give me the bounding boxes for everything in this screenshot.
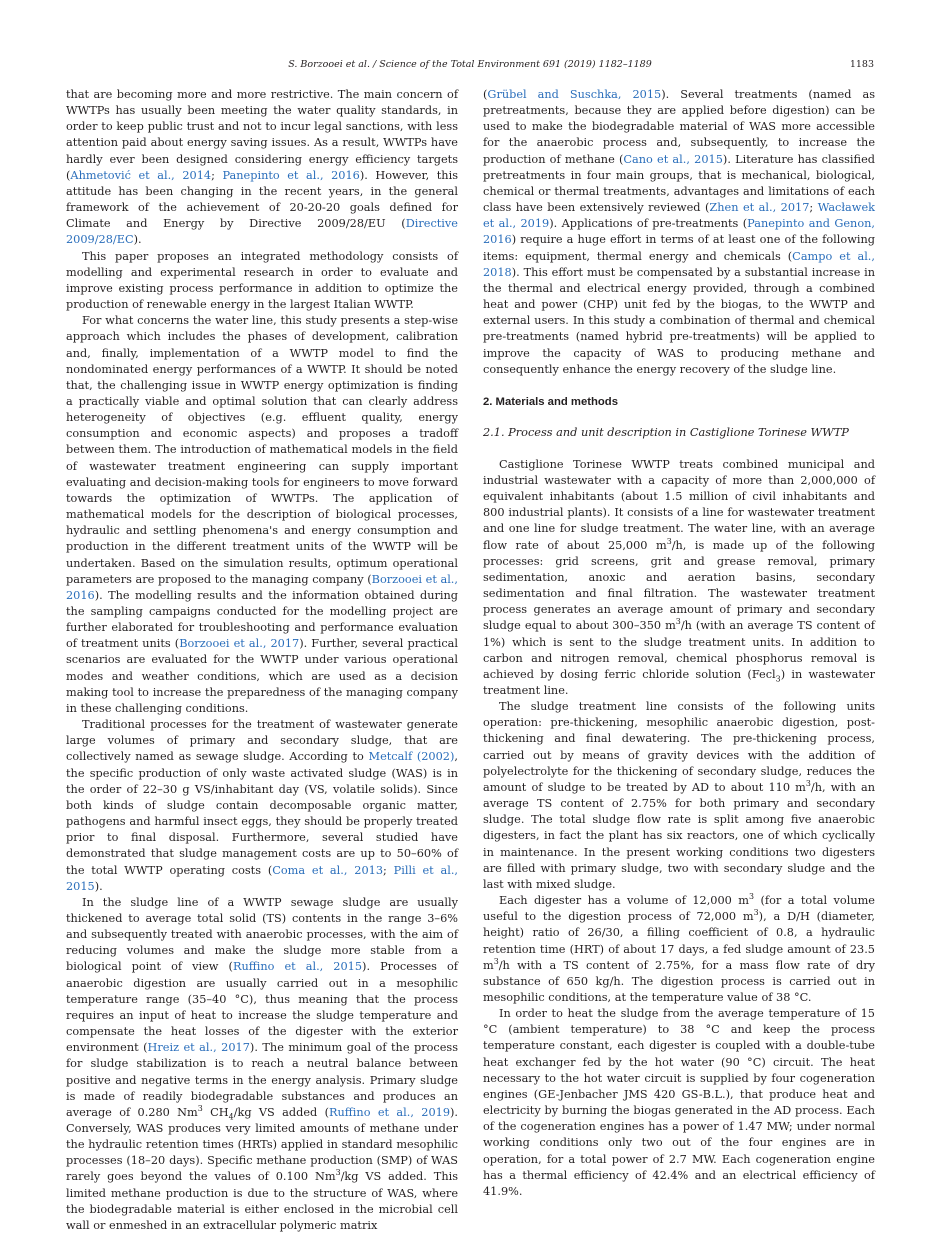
citation-link[interactable]: Wacławek et al., 2019 xyxy=(483,201,875,231)
running-head: S. Borzooei et al. / Science of the Total Environment 691 (2019) 1182–1189 xyxy=(288,59,652,70)
paragraph: Castiglione Torinese WWTP treats combined municipal and industrial wastewater with a capacity of more than 2,000,000 of equivalent inhabitants (about 1.5 million of civil inhabitants and 800 industrial plants). It consists of a line for wastewater treatment and one line for sludge treatment. The water line, with an average flow rate of about 25,000 $m^3/h$, is made up of the following processes: grid screens, grit and grease removal, primary sedimentation, anoxic and aeration basins, secondary sedimentation and final filtration. The wastewater treatment process generates an average amount of primary and secondary sludge equal to about 300–350 $m^3/h$ (with an average TS content of 1%) which is sent to the sludge treatment units. In addition to carbon and nitrogen removal, chemical phosphorus removal is achieved by dosing ferric chloride solution (Fecl$_3$) in wastewater treatment line. xyxy=(483,457,876,697)
citation-link[interactable]: Ruffino et al., 2019 xyxy=(329,1105,451,1119)
left-column xyxy=(66,87,458,1234)
citation-link[interactable]: Campo et al., 2018 xyxy=(483,249,875,279)
citation-link[interactable]: Cano et al., 2015 xyxy=(623,152,723,166)
citation-link[interactable]: Panepinto et al., 2016 xyxy=(222,168,360,182)
citation-link[interactable]: Ruffino et al., 2015 xyxy=(232,960,363,974)
right-column xyxy=(483,87,875,1200)
citation-link[interactable]: Borzooei et al., 2017 xyxy=(179,637,300,651)
citation-link[interactable]: Panepinto and Genon, 2016 xyxy=(483,217,875,247)
paragraph: In order to heat the sludge from the average temperature of 15 °C (ambient temperature) to 38 °C and keep the process temperature constant, each digester is coupled with a double-tube heat exchanger fed by the hot water (90 °C) circuit. The heat necessary to the hot water circuit is supplied by four cogeneration engines (GE-Jenbacher JMS 420 GS-B.L.), that produce heat and electricity by burning the biogas generated in the AD process. Each of the cogeneration engines has a power of 1.47 MW; under normal working conditions only two out of the four engines are in operation, for a total power of 2.7 MW. Each cogeneration engine has a thermal efficiency of 42.4% and an electrical efficiency of 41.9%. xyxy=(483,1007,875,1198)
citation-link[interactable]: Borzooei et al., 2016 xyxy=(66,572,458,602)
paragraph: Each digester has a volume of 12,000 $m^3$ (for a total volume useful to the digestion process of 72,000 $m^3$), a D/H (diameter, height) ratio of 26/30, a filling coefficient of 0.8, a hydraulic retention time (HRT) of about 17 days, a fed sludge amount of 23.5 $m^3/h$ with a TS content of 2.75%, for a mass flow rate of dry substance of 650 kg/h. The digestion process is carried out in mesophilic conditions, at the temperature value of 38 °C. xyxy=(483,892,875,1004)
paragraph: (Grübel and Suschka, 2015). Several treatments (named as pretreatments, because they are applied before digestion) can be used to make the biodegradable material of WAS more accessible for the anaerobic process and, subsequently, to increase the production of methane (Cano et al., 2015). Literature has classified pretreatments in four main groups, that is mechanical, biological, chemical or thermal treatments, advantages and limitations of each class have been extensively reviewed (Zhen et al., 2017; Wacławek et al., 2019). Applications of pre-treatments (Panepinto and Genon, 2016) require a huge effort in terms of at least one of the following items: equipment, thermal energy and chemicals (Campo et al., 2018). This effort must be compensated by a substantial increase in the thermal and electrical energy provided, through a combined heat and power (CHP) unit fed by the biogas, to the WWTP and external users. In this study a combination of thermal and chemical pre-treatments (named hybrid pre-treatments) will be applied to improve the capacity of WAS to producing methane and consequently enhance the energy recovery of the sludge line. xyxy=(483,88,875,376)
citation-link[interactable]: Directive 2009/28/EC xyxy=(66,217,458,247)
paragraph: This paper proposes an integrated methodology consists of modelling and experimental research in order to evaluate and improve existing process performance in addition to optimize the production of renewable energy in the largest Italian WWTP. xyxy=(66,249,458,312)
paragraph: For what concerns the water line, this study presents a step-wise approach which includes the phases of development, calibration and, finally, implementation of a WWTP model to find the nondominated energy performances of a WWTP. It should be noted that, the challenging issue in WWTP energy optimization is finding a practically viable and optimal solution that can clearly address heterogeneity of objectives (e.g. effluent quality, energy consumption and economic aspects) and proposes a tradoff between them. The introduction of mathematical models in the field of wastewater treatment engineering can supply important evaluating and decision-making tools for engineers to move forward towards the optimization of WWTPs. The application of mathematical models for the description of biological processes, hydraulic and settling phenomena's and energy consumption and production in the different treatment units of the WWTP will be undertaken. Based on the simulation results, optimum operational parameters are proposed to the managing company (Borzooei et al., 2016). The modelling results and the information obtained during the sampling campaigns conducted for the modelling project are further elaborated for troubleshooting and performance evaluation of treatment units (Borzooei et al., 2017). Further, several practical scenarios are evaluated for the WWTP under various operational modes and weather conditions, which are used as a decision making tool to increase the preparedness of the managing company in these challenging conditions. xyxy=(66,314,458,715)
paragraph: The sludge treatment line consists of the following units operation: pre-thickening, mesophilic anaerobic digestion, post-thickening and final dewatering. The pre-thickening process, carried out by means of gravity devices with the addition of polyelectrolyte for the thickening of secondary sludge, reduces the amount of sludge to be treated by AD to about 110 $m^3/h$, with an average TS content of 2.75% for both primary and secondary sludge. The total sludge flow rate is split among five anaerobic digesters, in fact the plant has six reactors, one of which cyclically in maintenance. In the present working conditions two digesters are filled with primary sludge, two with secondary sludge and the last with mixed sludge. xyxy=(483,700,875,891)
citation-link[interactable]: Pilli et al., 2015 xyxy=(66,863,459,893)
citation-link[interactable]: Hreiz et al., 2017 xyxy=(147,1041,250,1055)
citation-link[interactable]: Zhen et al., 2017 xyxy=(709,201,810,215)
citation-link[interactable]: Ahmetović et al., 2014 xyxy=(70,168,212,182)
page-number: 1183 xyxy=(849,59,874,70)
paragraph: that are becoming more and more restrictive. The main concern of WWTPs has usually been meeting the water quality standards, in order to keep public trust and not to incur legal sanctions, with less attention paid about energy saving issues. As a result, WWTPs have hardly ever been designed considering energy efficiency targets (Ahmetović et al., 2014; Panepinto et al., 2016). However, this attitude has been changing in the recent years, in the general framework of the achievement of 20-20-20 goals defined for Climate and Energy by Directive 2009/28/EU (Directive 2009/28/EC). xyxy=(66,88,458,247)
subsection-title: 2.1. Process and unit description in Castiglione Torinese WWTP xyxy=(483,425,849,439)
citation-link[interactable]: Metcalf (2002) xyxy=(368,750,455,764)
section-title: 2. Materials and methods xyxy=(483,395,618,408)
citation-link[interactable]: Grübel and Suschka, 2015 xyxy=(487,88,662,101)
paragraph: Traditional processes for the treatment of wastewater generate large volumes of primary and secondary sludge, that are collectively named as sewage sludge. According to Metcalf (2002), the specific production of only waste activated sludge (WAS) is in the order of 22–30 g VS/inhabitant day (VS, volatile solids). Since both kinds of sludge contain decomposable organic matter, pathogens and harmful insect eggs, they should be properly treated prior to final disposal. Furthermore, several studied have demonstrated that sludge management costs are up to 50–60% of the total WWTP operating costs (Coma et al., 2013; Pilli et al., 2015). xyxy=(66,718,459,893)
citation-link[interactable]: Coma et al., 2013 xyxy=(272,863,384,877)
paragraph: In the sludge line of a WWTP sewage sludge are usually thickened to average total solid (TS) contents in the range 3–6% and subsequently treated with anaerobic processes, with the aim of reducing volumes and make the sludge more stable from a biological point of view (Ruffino et al., 2015). Processes of anaerobic digestion are usually carried out in a mesophilic temperature range (35–40 °C), thus meaning that the process requires an input of heat to increase the sludge temperature and compensate the heat losses of the digester with the exterior environment (Hreiz et al., 2017). The minimum goal of the process for sludge stabilization is to reach a neutral balance between positive and negative terms in the energy analysis. Primary sludge is made of readily biodegradable substances and produces an average of 0.280 Nm$^3$ $CH_4/kg$ VS added (Ruffino et al., 2019). Conversely, WAS produces very limited amounts of methane under the hydraulic retention times (HRTs) applied in standard mesophilic processes (18–20 days). Specific methane production (SMP) of WAS rarely goes beyond the values of 0.100 Nm$^3$/kg VS added. This limited methane production is due to the structure of WAS, where the biodegradable material is either enclosed in the microbial cell wall or enmeshed in an extracellular polymeric matrix xyxy=(66,895,459,1232)
